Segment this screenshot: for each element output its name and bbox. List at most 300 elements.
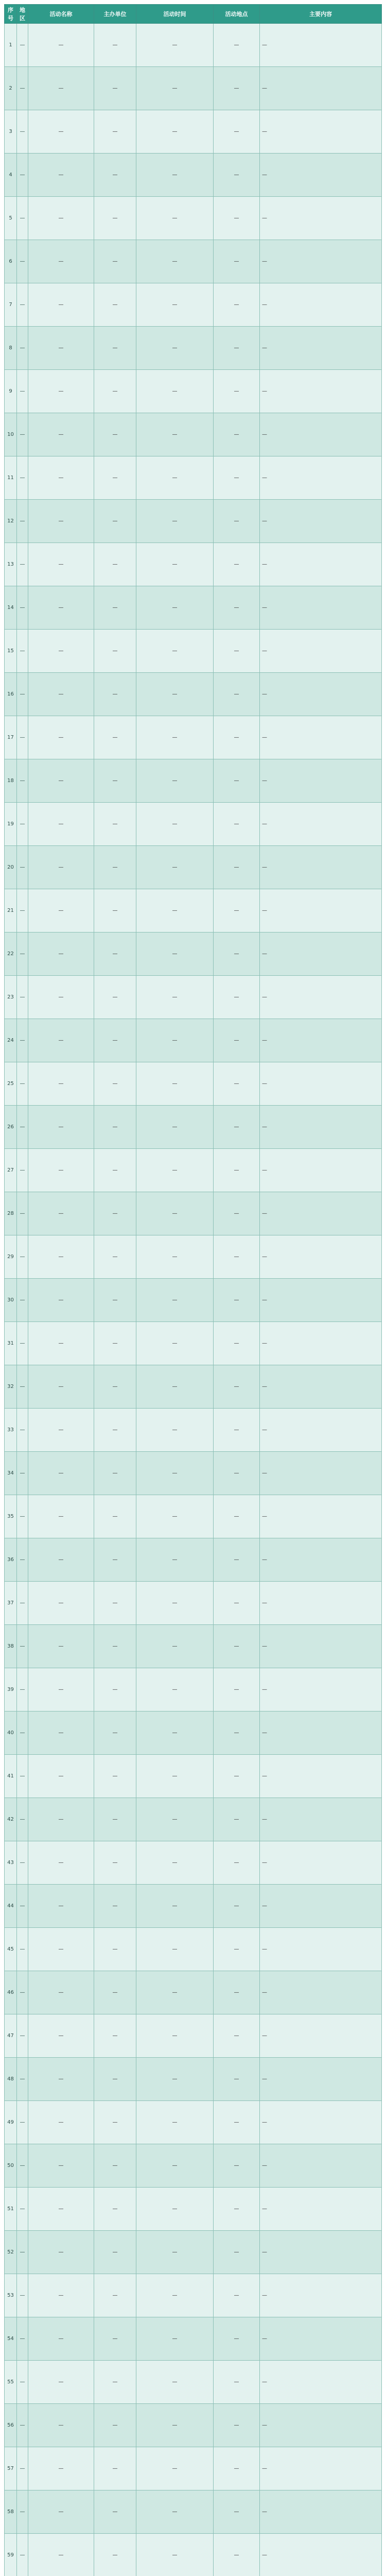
cell-event-time: — — [136, 1279, 214, 1322]
cell-event-name: — — [28, 1149, 94, 1192]
cell-region: — — [17, 1625, 28, 1668]
cell-event-venue: — — [214, 67, 260, 110]
cell-event-name: — — [28, 197, 94, 240]
cell-description: — — [260, 110, 382, 154]
cell-number: 15 — [5, 630, 17, 673]
table-row — [5, 759, 382, 803]
cell-description: — — [260, 1495, 382, 1538]
table-row — [5, 500, 382, 543]
cell-number: 44 — [5, 1885, 17, 1928]
cell-event-time: — — [136, 1928, 214, 1971]
cell-event-name: — — [28, 630, 94, 673]
cell-event-time: — — [136, 846, 214, 889]
cell-event-name: — — [28, 1625, 94, 1668]
cell-event-time: — — [136, 1538, 214, 1582]
cell-event-time: — — [136, 1409, 214, 1452]
cell-description: — — [260, 759, 382, 803]
cell-number: 56 — [5, 2404, 17, 2447]
cell-event-venue: — — [214, 1755, 260, 1798]
cell-description: — — [260, 154, 382, 197]
table-row — [5, 370, 382, 413]
cell-region: — — [17, 1841, 28, 1885]
cell-number: 29 — [5, 1235, 17, 1279]
cell-region: — — [17, 2274, 28, 2317]
cell-organizer: — — [94, 2447, 136, 2490]
cell-event-time: — — [136, 2490, 214, 2534]
table-row — [5, 1928, 382, 1971]
table-row — [5, 1106, 382, 1149]
cell-event-time: — — [136, 24, 214, 67]
cell-description: — — [260, 1062, 382, 1106]
cell-event-venue: — — [214, 1928, 260, 1971]
cell-description: — — [260, 2014, 382, 2058]
header-organizer: 主办单位 — [94, 5, 136, 24]
cell-event-time: — — [136, 154, 214, 197]
cell-region: — — [17, 1279, 28, 1322]
table-row — [5, 1192, 382, 1235]
cell-event-time: — — [136, 543, 214, 586]
cell-event-name: — — [28, 933, 94, 976]
cell-region: — — [17, 327, 28, 370]
cell-event-venue: — — [214, 673, 260, 716]
cell-description: — — [260, 2101, 382, 2144]
cell-event-name: — — [28, 24, 94, 67]
cell-description: — — [260, 1625, 382, 1668]
cell-description: — — [260, 1322, 382, 1365]
cell-event-venue: — — [214, 500, 260, 543]
cell-region: — — [17, 630, 28, 673]
table-row — [5, 1625, 382, 1668]
cell-event-time: — — [136, 976, 214, 1019]
table-row — [5, 1149, 382, 1192]
table-row — [5, 2361, 382, 2404]
cell-event-time: — — [136, 110, 214, 154]
cell-region: — — [17, 1192, 28, 1235]
cell-description: — — [260, 2534, 382, 2576]
cell-region: — — [17, 370, 28, 413]
cell-event-time: — — [136, 1322, 214, 1365]
schedule-table — [4, 4, 382, 2576]
cell-organizer: — — [94, 1668, 136, 1711]
cell-event-time: — — [136, 586, 214, 630]
cell-event-name: — — [28, 1841, 94, 1885]
cell-organizer: — — [94, 1495, 136, 1538]
cell-region: — — [17, 586, 28, 630]
cell-number: 8 — [5, 327, 17, 370]
cell-organizer: — — [94, 1755, 136, 1798]
cell-event-name: — — [28, 1971, 94, 2014]
header-number: 序号 — [5, 5, 17, 24]
cell-event-time: — — [136, 67, 214, 110]
cell-event-time: — — [136, 1841, 214, 1885]
cell-organizer: — — [94, 1365, 136, 1409]
cell-event-time: — — [136, 2534, 214, 2576]
cell-event-venue: — — [214, 2144, 260, 2188]
cell-event-venue: — — [214, 1235, 260, 1279]
cell-number: 17 — [5, 716, 17, 759]
cell-number: 22 — [5, 933, 17, 976]
cell-description: — — [260, 1235, 382, 1279]
cell-description: — — [260, 716, 382, 759]
cell-event-venue: — — [214, 846, 260, 889]
cell-event-name: — — [28, 283, 94, 327]
cell-event-venue: — — [214, 24, 260, 67]
cell-region: — — [17, 2014, 28, 2058]
table-row — [5, 1279, 382, 1322]
cell-number: 21 — [5, 889, 17, 933]
cell-event-time: — — [136, 1625, 214, 1668]
cell-event-venue: — — [214, 2490, 260, 2534]
cell-region: — — [17, 1711, 28, 1755]
cell-event-venue: — — [214, 1062, 260, 1106]
cell-region: — — [17, 673, 28, 716]
cell-number: 7 — [5, 283, 17, 327]
table-row — [5, 2490, 382, 2534]
cell-organizer: — — [94, 2144, 136, 2188]
cell-region: — — [17, 2144, 28, 2188]
table-row — [5, 846, 382, 889]
cell-organizer: — — [94, 2361, 136, 2404]
cell-event-time: — — [136, 1149, 214, 1192]
cell-event-venue: — — [214, 2317, 260, 2361]
cell-number: 52 — [5, 2231, 17, 2274]
cell-event-time: — — [136, 1365, 214, 1409]
cell-event-name: — — [28, 1279, 94, 1322]
table-row — [5, 2447, 382, 2490]
cell-region: — — [17, 2361, 28, 2404]
cell-event-name: — — [28, 2404, 94, 2447]
cell-region: — — [17, 2058, 28, 2101]
cell-number: 14 — [5, 586, 17, 630]
table-row — [5, 456, 382, 500]
cell-number: 28 — [5, 1192, 17, 1235]
cell-description: — — [260, 846, 382, 889]
cell-organizer: — — [94, 1928, 136, 1971]
table-row — [5, 197, 382, 240]
cell-event-name: — — [28, 1885, 94, 1928]
cell-event-name: — — [28, 500, 94, 543]
cell-number: 16 — [5, 673, 17, 716]
table-row — [5, 1495, 382, 1538]
cell-number: 32 — [5, 1365, 17, 1409]
cell-event-name: — — [28, 2274, 94, 2317]
cell-number: 26 — [5, 1106, 17, 1149]
cell-event-venue: — — [214, 1495, 260, 1538]
cell-region: — — [17, 1885, 28, 1928]
cell-organizer: — — [94, 1625, 136, 1668]
cell-number: 49 — [5, 2101, 17, 2144]
cell-region: — — [17, 1452, 28, 1495]
cell-description: — — [260, 2404, 382, 2447]
cell-event-venue: — — [214, 110, 260, 154]
cell-event-time: — — [136, 716, 214, 759]
cell-number: 30 — [5, 1279, 17, 1322]
table-row — [5, 2274, 382, 2317]
cell-description: — — [260, 1755, 382, 1798]
table-row — [5, 240, 382, 283]
cell-description: — — [260, 1582, 382, 1625]
cell-description: — — [260, 1192, 382, 1235]
table-row — [5, 1322, 382, 1365]
cell-organizer: — — [94, 1971, 136, 2014]
cell-event-name: — — [28, 1582, 94, 1625]
cell-region: — — [17, 2404, 28, 2447]
cell-region: — — [17, 1322, 28, 1365]
cell-event-name: — — [28, 2188, 94, 2231]
cell-description: — — [260, 1409, 382, 1452]
table-row — [5, 1755, 382, 1798]
cell-organizer: — — [94, 976, 136, 1019]
cell-event-time: — — [136, 327, 214, 370]
cell-region: — — [17, 716, 28, 759]
cell-event-name: — — [28, 2490, 94, 2534]
cell-number: 51 — [5, 2188, 17, 2231]
cell-organizer: — — [94, 1582, 136, 1625]
cell-event-venue: — — [214, 2447, 260, 2490]
cell-number: 24 — [5, 1019, 17, 1062]
cell-description: — — [260, 803, 382, 846]
cell-region: — — [17, 1062, 28, 1106]
table-row — [5, 1452, 382, 1495]
cell-event-venue: — — [214, 976, 260, 1019]
cell-event-time: — — [136, 1062, 214, 1106]
cell-event-venue: — — [214, 1365, 260, 1409]
cell-description: — — [260, 586, 382, 630]
cell-event-venue: — — [214, 2101, 260, 2144]
cell-number: 47 — [5, 2014, 17, 2058]
cell-event-time: — — [136, 1495, 214, 1538]
cell-region: — — [17, 1409, 28, 1452]
cell-event-venue: — — [214, 1452, 260, 1495]
cell-event-name: — — [28, 1755, 94, 1798]
cell-region: — — [17, 2188, 28, 2231]
cell-event-name: — — [28, 1365, 94, 1409]
header-region: 地区 — [17, 5, 28, 24]
cell-organizer: — — [94, 1192, 136, 1235]
cell-event-time: — — [136, 2361, 214, 2404]
cell-event-name: — — [28, 110, 94, 154]
cell-description: — — [260, 456, 382, 500]
cell-number: 1 — [5, 24, 17, 67]
cell-event-time: — — [136, 2404, 214, 2447]
cell-region: — — [17, 759, 28, 803]
cell-event-venue: — — [214, 543, 260, 586]
table-row — [5, 1885, 382, 1928]
table-row — [5, 2534, 382, 2576]
cell-organizer: — — [94, 2188, 136, 2231]
cell-description: — — [260, 1841, 382, 1885]
cell-event-venue: — — [214, 2231, 260, 2274]
cell-event-name: — — [28, 67, 94, 110]
cell-event-name: — — [28, 1798, 94, 1841]
cell-event-venue: — — [214, 2274, 260, 2317]
table-row — [5, 1062, 382, 1106]
cell-event-time: — — [136, 2058, 214, 2101]
cell-region: — — [17, 803, 28, 846]
cell-number: 48 — [5, 2058, 17, 2101]
cell-description: — — [260, 1798, 382, 1841]
cell-event-name: — — [28, 2058, 94, 2101]
cell-event-name: — — [28, 803, 94, 846]
cell-description: — — [260, 327, 382, 370]
cell-event-venue: — — [214, 283, 260, 327]
cell-number: 57 — [5, 2447, 17, 2490]
cell-description: — — [260, 24, 382, 67]
cell-number: 11 — [5, 456, 17, 500]
cell-description: — — [260, 1452, 382, 1495]
cell-description: — — [260, 2144, 382, 2188]
table-row — [5, 976, 382, 1019]
cell-organizer: — — [94, 1235, 136, 1279]
table-row — [5, 586, 382, 630]
cell-number: 39 — [5, 1668, 17, 1711]
cell-number: 59 — [5, 2534, 17, 2576]
header-description: 主要内容 — [260, 5, 382, 24]
table-row — [5, 1841, 382, 1885]
cell-region: — — [17, 283, 28, 327]
cell-organizer: — — [94, 586, 136, 630]
cell-organizer: — — [94, 283, 136, 327]
cell-event-time: — — [136, 1192, 214, 1235]
cell-event-name: — — [28, 1538, 94, 1582]
cell-organizer: — — [94, 1711, 136, 1755]
cell-number: 43 — [5, 1841, 17, 1885]
cell-region: — — [17, 543, 28, 586]
cell-organizer: — — [94, 456, 136, 500]
cell-region: — — [17, 67, 28, 110]
cell-description: — — [260, 1668, 382, 1711]
cell-description: — — [260, 1365, 382, 1409]
cell-organizer: — — [94, 803, 136, 846]
cell-event-venue: — — [214, 2404, 260, 2447]
cell-event-name: — — [28, 240, 94, 283]
table-row — [5, 1711, 382, 1755]
cell-event-name: — — [28, 976, 94, 1019]
cell-event-time: — — [136, 1668, 214, 1711]
cell-organizer: — — [94, 2231, 136, 2274]
cell-event-name: — — [28, 543, 94, 586]
cell-number: 55 — [5, 2361, 17, 2404]
table-row — [5, 67, 382, 110]
cell-event-name: — — [28, 2144, 94, 2188]
cell-event-venue: — — [214, 716, 260, 759]
table-row — [5, 1235, 382, 1279]
cell-organizer: — — [94, 716, 136, 759]
cell-description: — — [260, 543, 382, 586]
cell-number: 34 — [5, 1452, 17, 1495]
cell-event-name: — — [28, 1495, 94, 1538]
cell-event-time: — — [136, 413, 214, 456]
cell-event-venue: — — [214, 1885, 260, 1928]
cell-event-venue: — — [214, 1841, 260, 1885]
cell-event-time: — — [136, 1452, 214, 1495]
cell-event-name: — — [28, 2534, 94, 2576]
cell-event-venue: — — [214, 2058, 260, 2101]
cell-event-name: — — [28, 413, 94, 456]
cell-description: — — [260, 673, 382, 716]
cell-region: — — [17, 889, 28, 933]
cell-region: — — [17, 1971, 28, 2014]
cell-organizer: — — [94, 110, 136, 154]
cell-event-name: — — [28, 2231, 94, 2274]
cell-event-time: — — [136, 933, 214, 976]
cell-region: — — [17, 197, 28, 240]
table-row — [5, 1582, 382, 1625]
cell-event-name: — — [28, 327, 94, 370]
cell-region: — — [17, 1538, 28, 1582]
cell-region: — — [17, 500, 28, 543]
cell-event-name: — — [28, 1192, 94, 1235]
cell-region: — — [17, 2534, 28, 2576]
cell-event-name: — — [28, 2317, 94, 2361]
cell-description: — — [260, 1279, 382, 1322]
cell-event-venue: — — [214, 1798, 260, 1841]
cell-region: — — [17, 2447, 28, 2490]
cell-description: — — [260, 889, 382, 933]
cell-number: 27 — [5, 1149, 17, 1192]
cell-event-name: — — [28, 370, 94, 413]
cell-event-time: — — [136, 1755, 214, 1798]
cell-event-time: — — [136, 500, 214, 543]
cell-event-venue: — — [214, 1409, 260, 1452]
cell-organizer: — — [94, 846, 136, 889]
cell-event-name: — — [28, 456, 94, 500]
table-row — [5, 2144, 382, 2188]
cell-organizer: — — [94, 1885, 136, 1928]
cell-event-venue: — — [214, 1106, 260, 1149]
cell-event-time: — — [136, 630, 214, 673]
cell-event-time: — — [136, 2317, 214, 2361]
cell-event-time: — — [136, 283, 214, 327]
table-row — [5, 673, 382, 716]
cell-number: 58 — [5, 2490, 17, 2534]
cell-description: — — [260, 630, 382, 673]
cell-event-venue: — — [214, 1019, 260, 1062]
cell-description: — — [260, 1928, 382, 1971]
cell-region: — — [17, 2317, 28, 2361]
cell-event-time: — — [136, 1798, 214, 1841]
cell-number: 2 — [5, 67, 17, 110]
cell-region: — — [17, 413, 28, 456]
cell-organizer: — — [94, 240, 136, 283]
table-body — [5, 24, 382, 2576]
table-row — [5, 2101, 382, 2144]
cell-event-time: — — [136, 2274, 214, 2317]
table-row — [5, 543, 382, 586]
cell-event-time: — — [136, 1582, 214, 1625]
cell-event-venue: — — [214, 803, 260, 846]
cell-number: 19 — [5, 803, 17, 846]
table-row — [5, 110, 382, 154]
cell-region: — — [17, 1106, 28, 1149]
cell-event-time: — — [136, 889, 214, 933]
cell-organizer: — — [94, 1538, 136, 1582]
cell-description: — — [260, 2231, 382, 2274]
cell-event-venue: — — [214, 240, 260, 283]
cell-number: 50 — [5, 2144, 17, 2188]
cell-number: 31 — [5, 1322, 17, 1365]
cell-event-time: — — [136, 2447, 214, 2490]
cell-description: — — [260, 933, 382, 976]
cell-description: — — [260, 2361, 382, 2404]
table-row — [5, 2404, 382, 2447]
cell-event-venue: — — [214, 1582, 260, 1625]
cell-event-venue: — — [214, 413, 260, 456]
cell-event-venue: — — [214, 1971, 260, 2014]
cell-organizer: — — [94, 370, 136, 413]
cell-organizer: — — [94, 2317, 136, 2361]
table-row — [5, 1798, 382, 1841]
